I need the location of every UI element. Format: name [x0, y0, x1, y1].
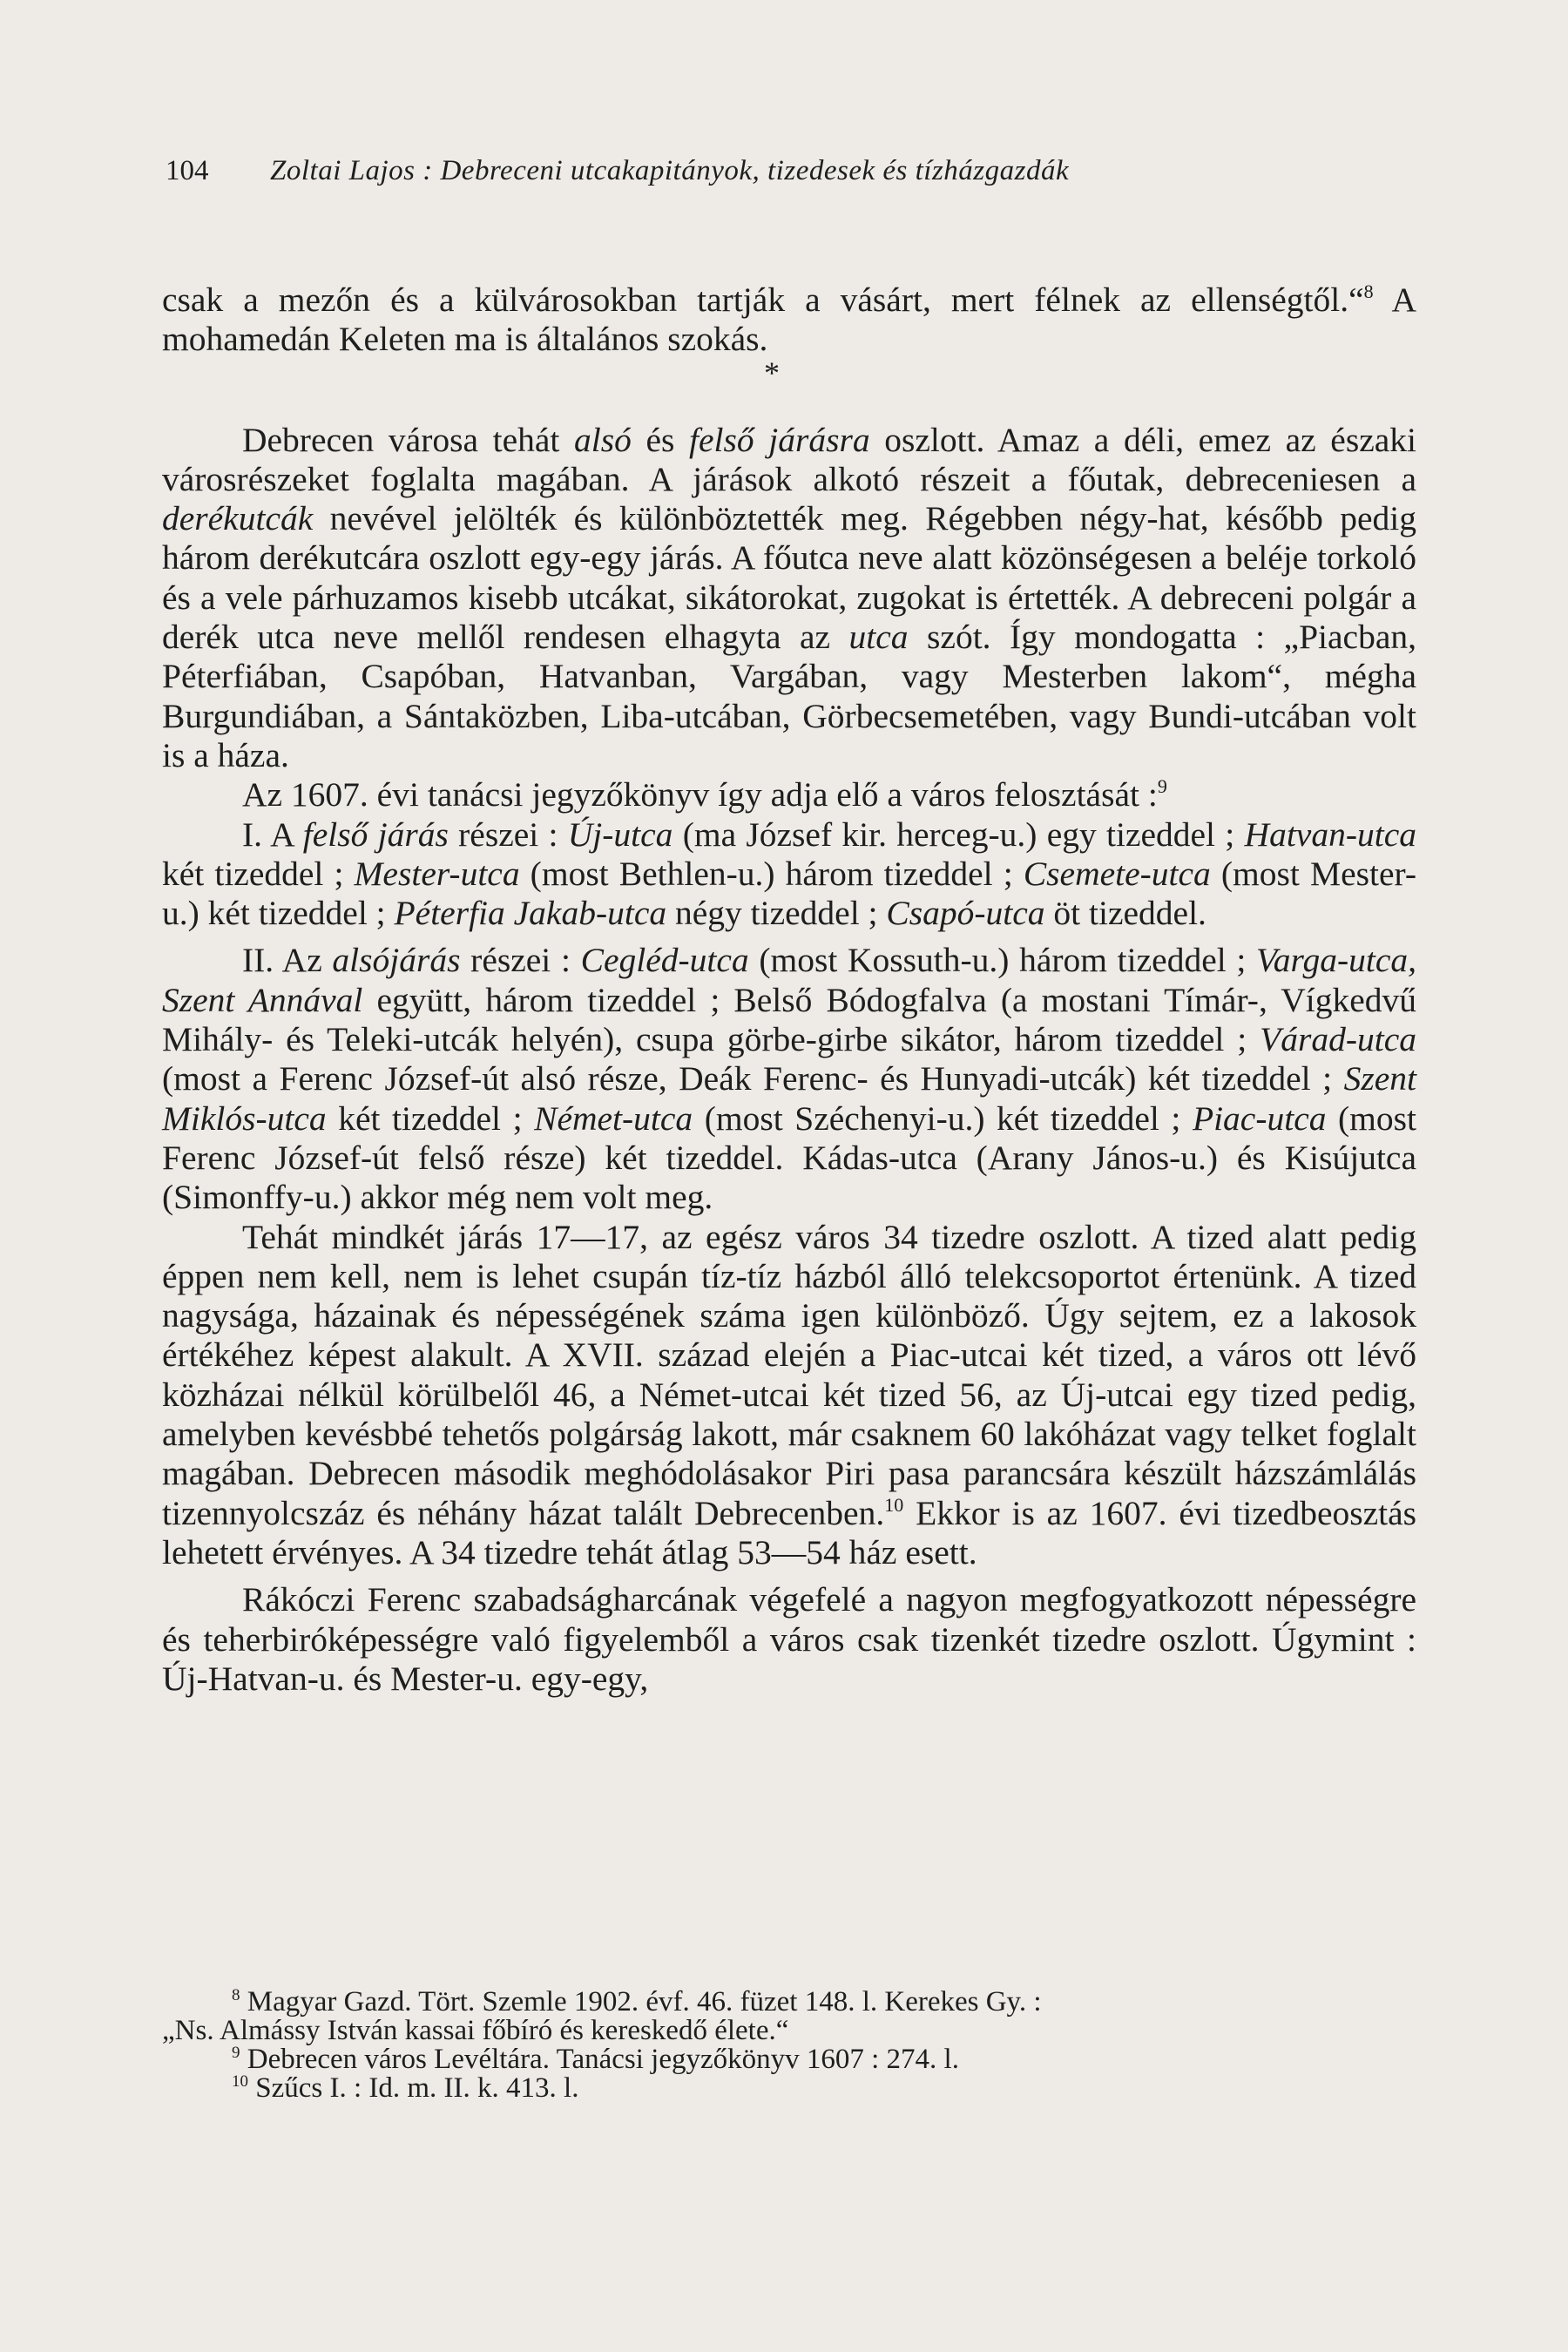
section-separator: * — [764, 355, 780, 390]
footnote-8-continued: „Ns. Almássy István kassai főbíró és kereskedő élete.“ — [162, 2015, 789, 2046]
paragraph-2: Debrecen városa tehát alsó és felső járásra oszlott. Amaz a déli, emez az északi városrészeket foglalta magában. A járások alkotó részeit a főutak, debreceniesen a derékutcák nevével jelölték és különböztették meg. Régebben négy-hat, később pedig három derékutcára oszlott egy-egy járás. A főutca neve alatt közönségesen a beléje torkoló és a vele párhuzamos kisebb utcákat, sikátorokat, zugokat is értették. A debreceni polgár a derék utca neve mellől rendesen elhagyta az utca szót. Így mondogatta : „Piacban, Péterfiában, Csapóban, Hatvanban, Vargában, vagy Mesterben lakom“, mégha Burgundiában, a Sántaközben, Liba-utcában, Görbecsemetében, vagy Bundi-utcában volt is a háza. — [162, 420, 1416, 774]
paragraph-5: II. Az alsójárás részei : Cegléd-utca (most Kossuth-u.) három tizeddel ; Varga-utca, Szent Annával együtt, három tizeddel ; Belső Bódogfalva (a mostani Tímár-, Vígkedvű Mihály- és Teleki-utcák helyén), csupa görbe-girbe sikátor, három tizeddel ; Várad-utca (most a Ferenc József-út alsó része, Deák Ferenc- és Hunyadi-utcák) két tizeddel ; Szent Miklós-utca két tizeddel ; Német-utca (most Széchenyi-u.) két tizeddel ; Piac-utca (most Ferenc József-út felső része) két tizeddel. Kádas-utca (Arany János-u.) és Kisújutca (Simonffy-u.) akkor még nem volt meg. — [162, 941, 1417, 1217]
footnote-ref-8: 8 — [1363, 280, 1374, 302]
paragraph-6: Tehát mindkét járás 17—17, az egész város 34 tizedre oszlott. A tized alatt pedig éppen nem kell, nem is lehet csupán tíz-tíz házból álló telekcsoportot értenünk. A tized nagysága, házainak és népességének száma igen különböző. Úgy sejtem, ez a lakosok értékéhez képest alakult. A XVII. század elején a Piac-utcai két tized, a város ott lévő közházai nélkül körülbelől 46, a Német-utcai két tized 56, az Új-utcai egy tized pedig, amelyben kevésbbé tehetős polgárság lakott, már csaknem 60 lakóházat vagy telket foglalt magában. Debrecen második meghódolásakor Piri pasa parancsára készült házszámlálás tizennyolcszáz és néhány házat talált Debrecenben.$^{10}$ Ekkor is az 1607. évi tizedbeosztás lehetett érvényes. A 34 tizedre tehát átlag 53—54 ház esett. — [162, 1217, 1417, 1571]
paragraph-3: Az 1607. évi tanácsi jegyzőkönyv így adja elő a város felosztását :$^9$ — [242, 775, 1167, 814]
paragraph-4: I. A felső járás részei : Új-utca (ma József kir. herceg-u.) egy tizeddel ; Hatvan-utca két tizeddel ; Mester-utca (most Bethlen-u.) három tizeddel ; Csemete-utca (most Mester-u.) két tizeddel ; Péterfia Jakab-utca négy tizeddel ; Csapó-utca öt tizeddel. — [162, 814, 1417, 933]
footnote-10: $^{10}$ Szűcs I. : Id. m. II. k. 413. l. — [232, 2072, 579, 2104]
running-title: Zoltai Lajos : Debreceni utcakapitányok, tizedesek és tízházgazdák — [270, 155, 1070, 186]
paragraph-1: csak a mezőn és a külvárosokban tartják a vásárt, mert félnek az ellenségtől.“$^8$ A mohamedán Keleten ma is általános szokás. — [162, 280, 1416, 359]
footnotes — [162, 1988, 1416, 2103]
paragraph-7: Rákóczi Ferenc szabadságharcának végefelé a nagyon megfogyatkozott népességre és teherbiróképességre való figyelemből a város csak tizenkét tizedre oszlott. Úgymint : Új-Hatvan-u. és Mester-u. egy-egy, — [162, 1580, 1416, 1698]
footnote-ref-10: 10 — [884, 1493, 904, 1516]
running-header — [166, 155, 1420, 187]
footnote-8: $^8$ Magyar Gazd. Tört. Szemle 1902. évf. 46. füzet 148. l. Kerekes Gy. : — [232, 1986, 1042, 2017]
main-text — [162, 280, 1416, 1699]
footnote-9: $^9$ Debrecen város Levéltára. Tanácsi jegyzőkönyv 1607 : 274. l. — [232, 2044, 959, 2075]
page-number: 104 — [166, 155, 209, 186]
footnote-ref-9: 9 — [1157, 775, 1167, 798]
